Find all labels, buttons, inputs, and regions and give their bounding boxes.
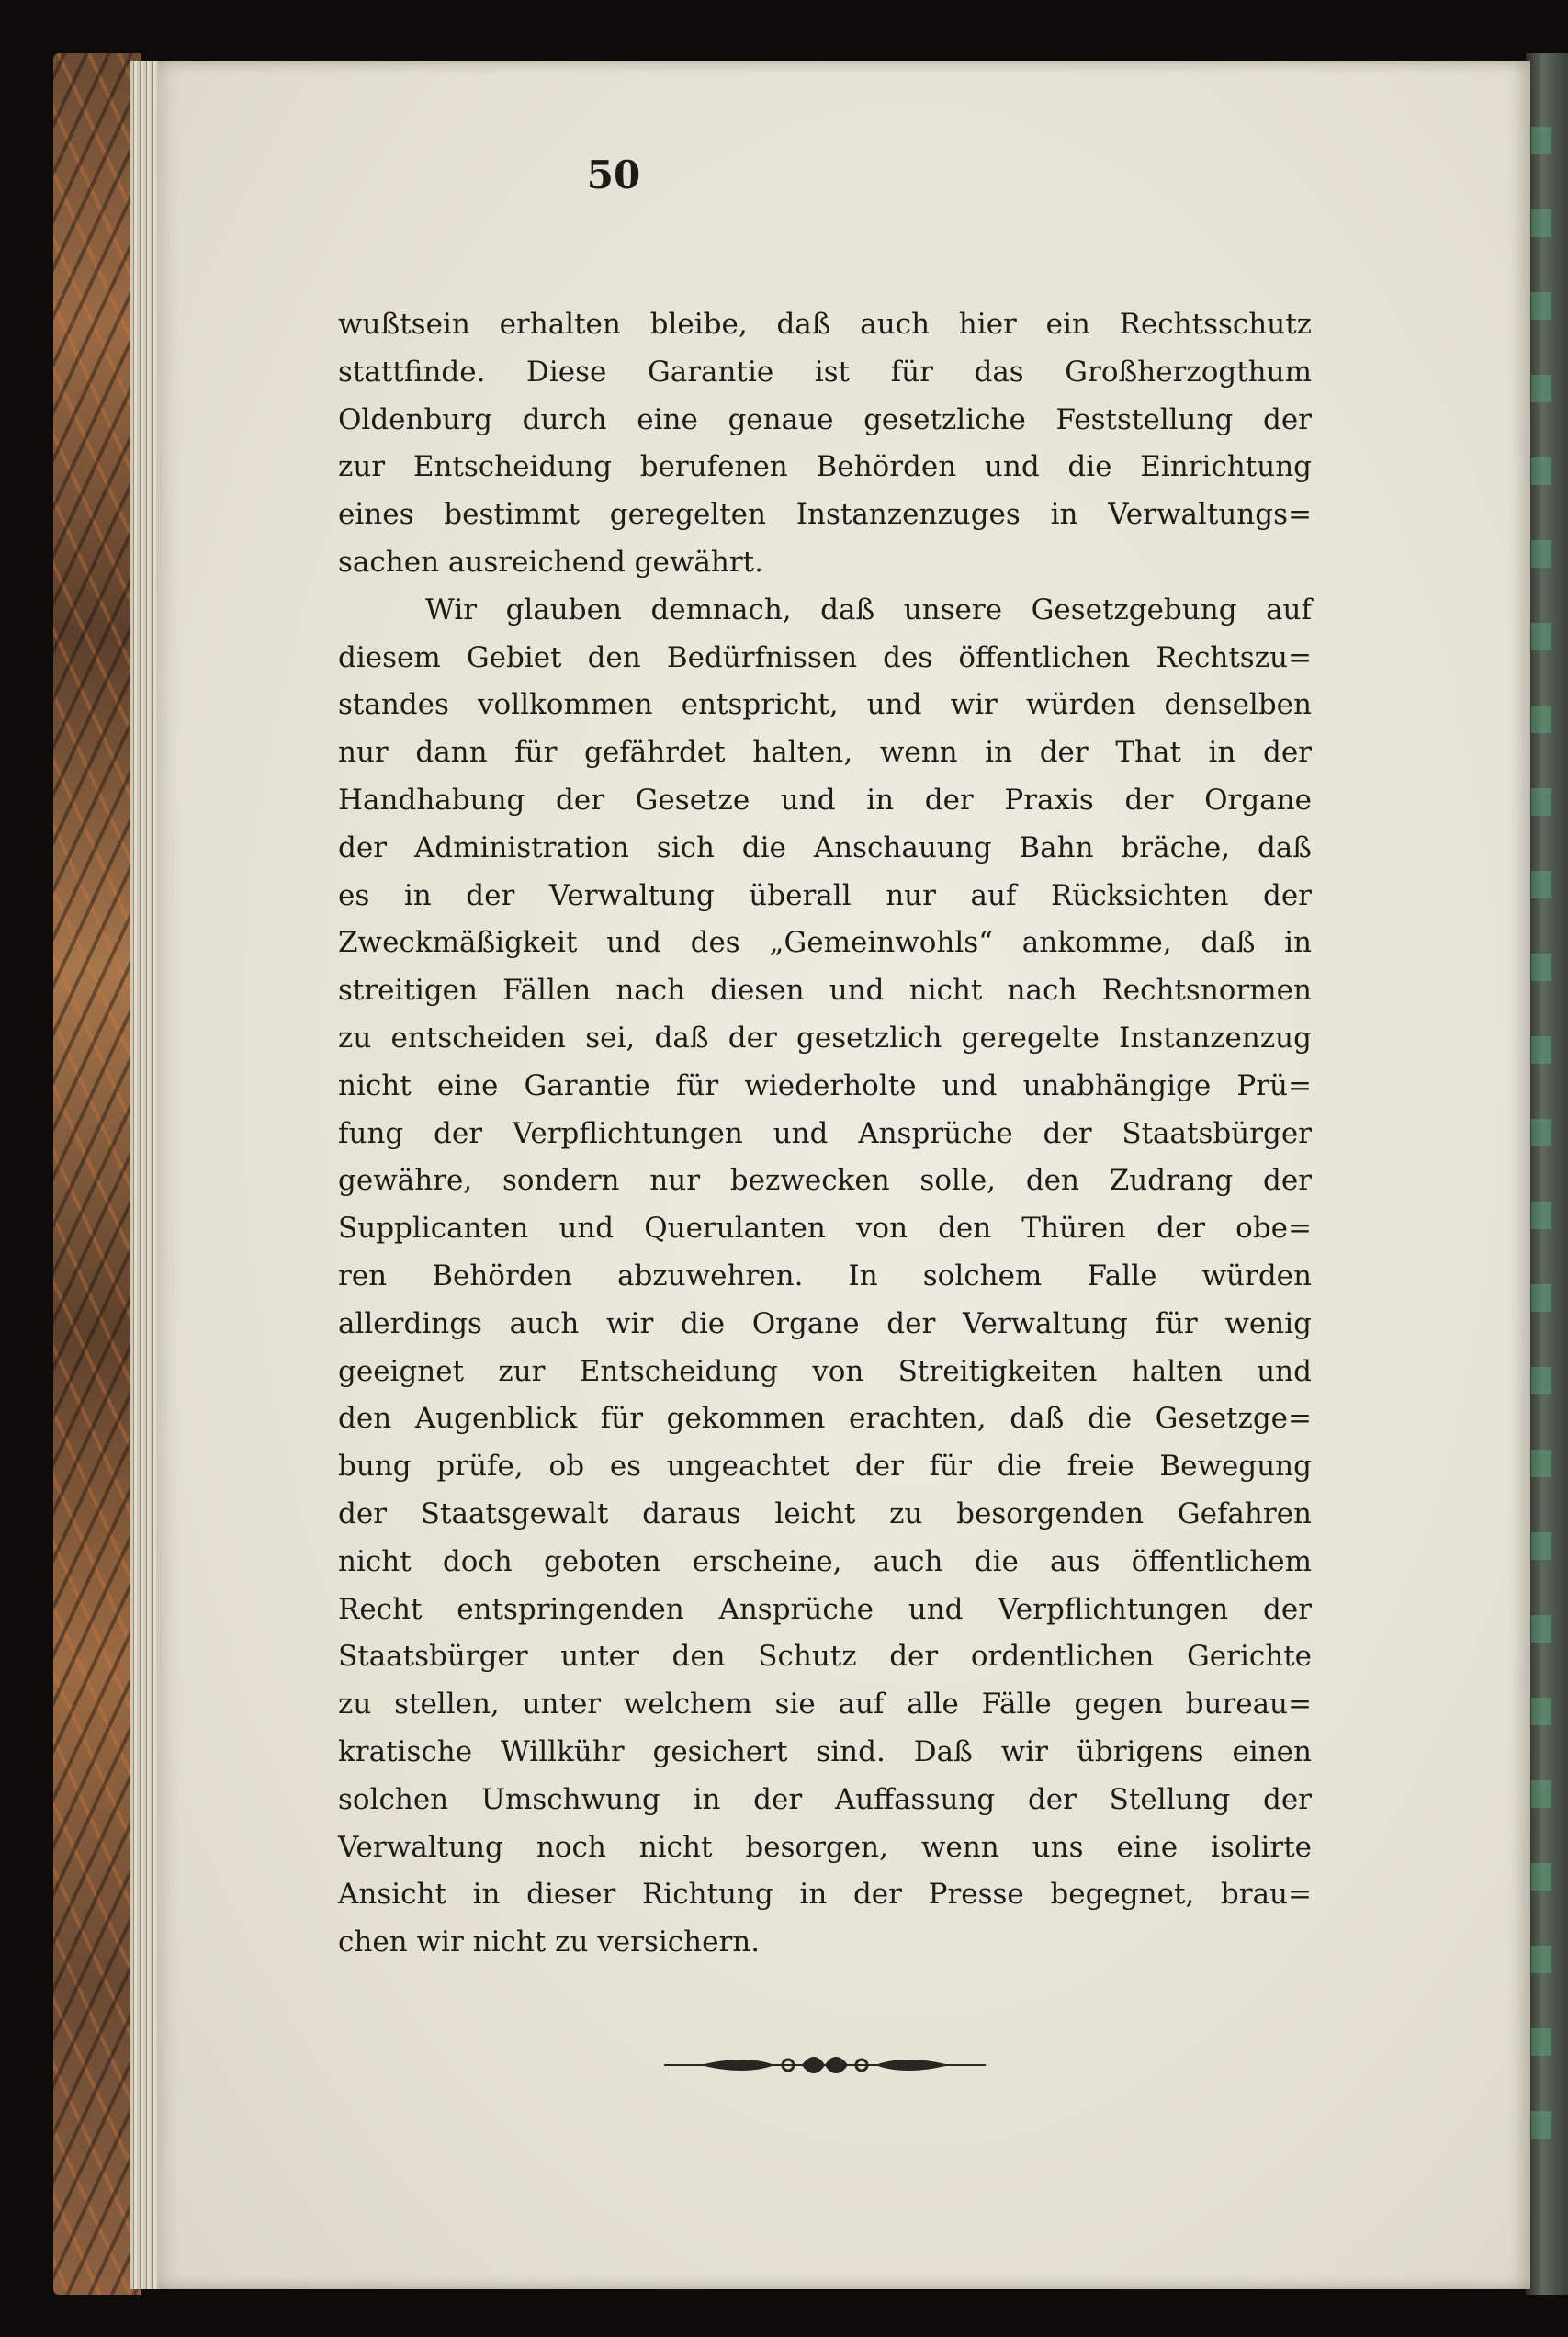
text-line: der Staatsgewalt daraus leicht zu besorgenden Gefahren [338, 1496, 1312, 1530]
page-edges [130, 61, 158, 2289]
text-line: der Administration sich die Anschauung Bahn bräche, daß [338, 830, 1312, 864]
text-line: diesem Gebiet den Bedürfnissen des öffentlichen Rechtszu= [338, 640, 1312, 674]
text-line: standes vollkommen entspricht, und wir würden denselben [338, 688, 1312, 722]
text-line: nicht eine Garantie für wiederholte und unabhängige Prü= [338, 1068, 1312, 1102]
text-line: wußtsein erhalten bleibe, daß auch hier ein Rechtsschutz [338, 308, 1312, 341]
text-line: Zweckmäßigkeit und des „Gemeinwohls“ ankomme, daß in [338, 926, 1312, 960]
text-line: bung prüfe, ob es ungeachtet der für die freie Bewegung [338, 1450, 1312, 1484]
text-line: fung der Verpflichtungen und Ansprüche der Staatsbürger [338, 1116, 1312, 1150]
text-line: Oldenburg durch eine genaue gesetzliche Feststellung der [338, 402, 1312, 436]
text-line: Verwaltung noch nicht besorgen, wenn uns eine isolirte [338, 1830, 1312, 1864]
text-line: stattfinde. Diese Garantie ist für das Großherzogthum [338, 355, 1312, 389]
text-line: allerdings auch wir die Organe der Verwaltung für wenig [338, 1306, 1312, 1340]
text-line: sachen ausreichend gewährt. [338, 545, 763, 579]
text-line: solchen Umschwung in der Auffassung der Stellung der [338, 1782, 1312, 1816]
text-line: streitigen Fällen nach diesen und nicht nach Rechtsnormen [338, 974, 1312, 1008]
text-line: zu stellen, unter welchem sie auf alle Fälle gegen bureau= [338, 1688, 1312, 1722]
book-cover-marbled [53, 53, 141, 2295]
text-line: gewähre, sondern nur bezwecken solle, den Zudrang der [338, 1164, 1312, 1198]
text-line: geeignet zur Entscheidung von Streitigkeiten halten und [338, 1354, 1312, 1388]
text-line: Supplicanten und Querulanten von den Thüren der obe= [338, 1212, 1312, 1246]
page-number: 50 [586, 152, 641, 198]
text-line: Ansicht in dieser Richtung in der Presse begegnet, brau= [338, 1878, 1312, 1912]
text-line: den Augenblick für gekommen erachten, daß die Gesetzge= [338, 1402, 1312, 1436]
text-line: Handhabung der Gesetze und in der Praxis der Organe [338, 783, 1312, 817]
text-line: Recht entspringenden Ansprüche und Verpflichtungen der [338, 1592, 1312, 1626]
text-line: Staatsbürger unter den Schutz der ordentlichen Gerichte [338, 1640, 1312, 1674]
text-line: chen wir nicht zu versichern. [338, 1925, 761, 1959]
text-line: zu entscheiden sei, daß der gesetzlich geregelte Instanzenzug [338, 1021, 1312, 1055]
text-line: kratische Willkühr gesichert sind. Daß wir übrigens einen [338, 1734, 1312, 1768]
text-line: ren Behörden abzuwehren. In solchem Falle würden [338, 1259, 1312, 1293]
body-text [338, 301, 1312, 1967]
text-line: Wir glauben demnach, daß unsere Gesetzgebung auf [425, 593, 1312, 627]
book-cover-right [1526, 53, 1568, 2295]
text-line: zur Entscheidung berufenen Behörden und die Einrichtung [338, 450, 1312, 484]
text-line: nur dann für gefährdet halten, wenn in der That in der [338, 736, 1312, 770]
text-line: eines bestimmt geregelten Instanzenzuges in Verwaltungs= [338, 498, 1312, 532]
book-page [154, 61, 1530, 2289]
ornamental-rule-icon [664, 2049, 986, 2082]
text-line: nicht doch geboten erscheine, auch die aus öffentlichem [338, 1544, 1312, 1578]
text-line: es in der Verwaltung überall nur auf Rücksichten der [338, 878, 1312, 912]
